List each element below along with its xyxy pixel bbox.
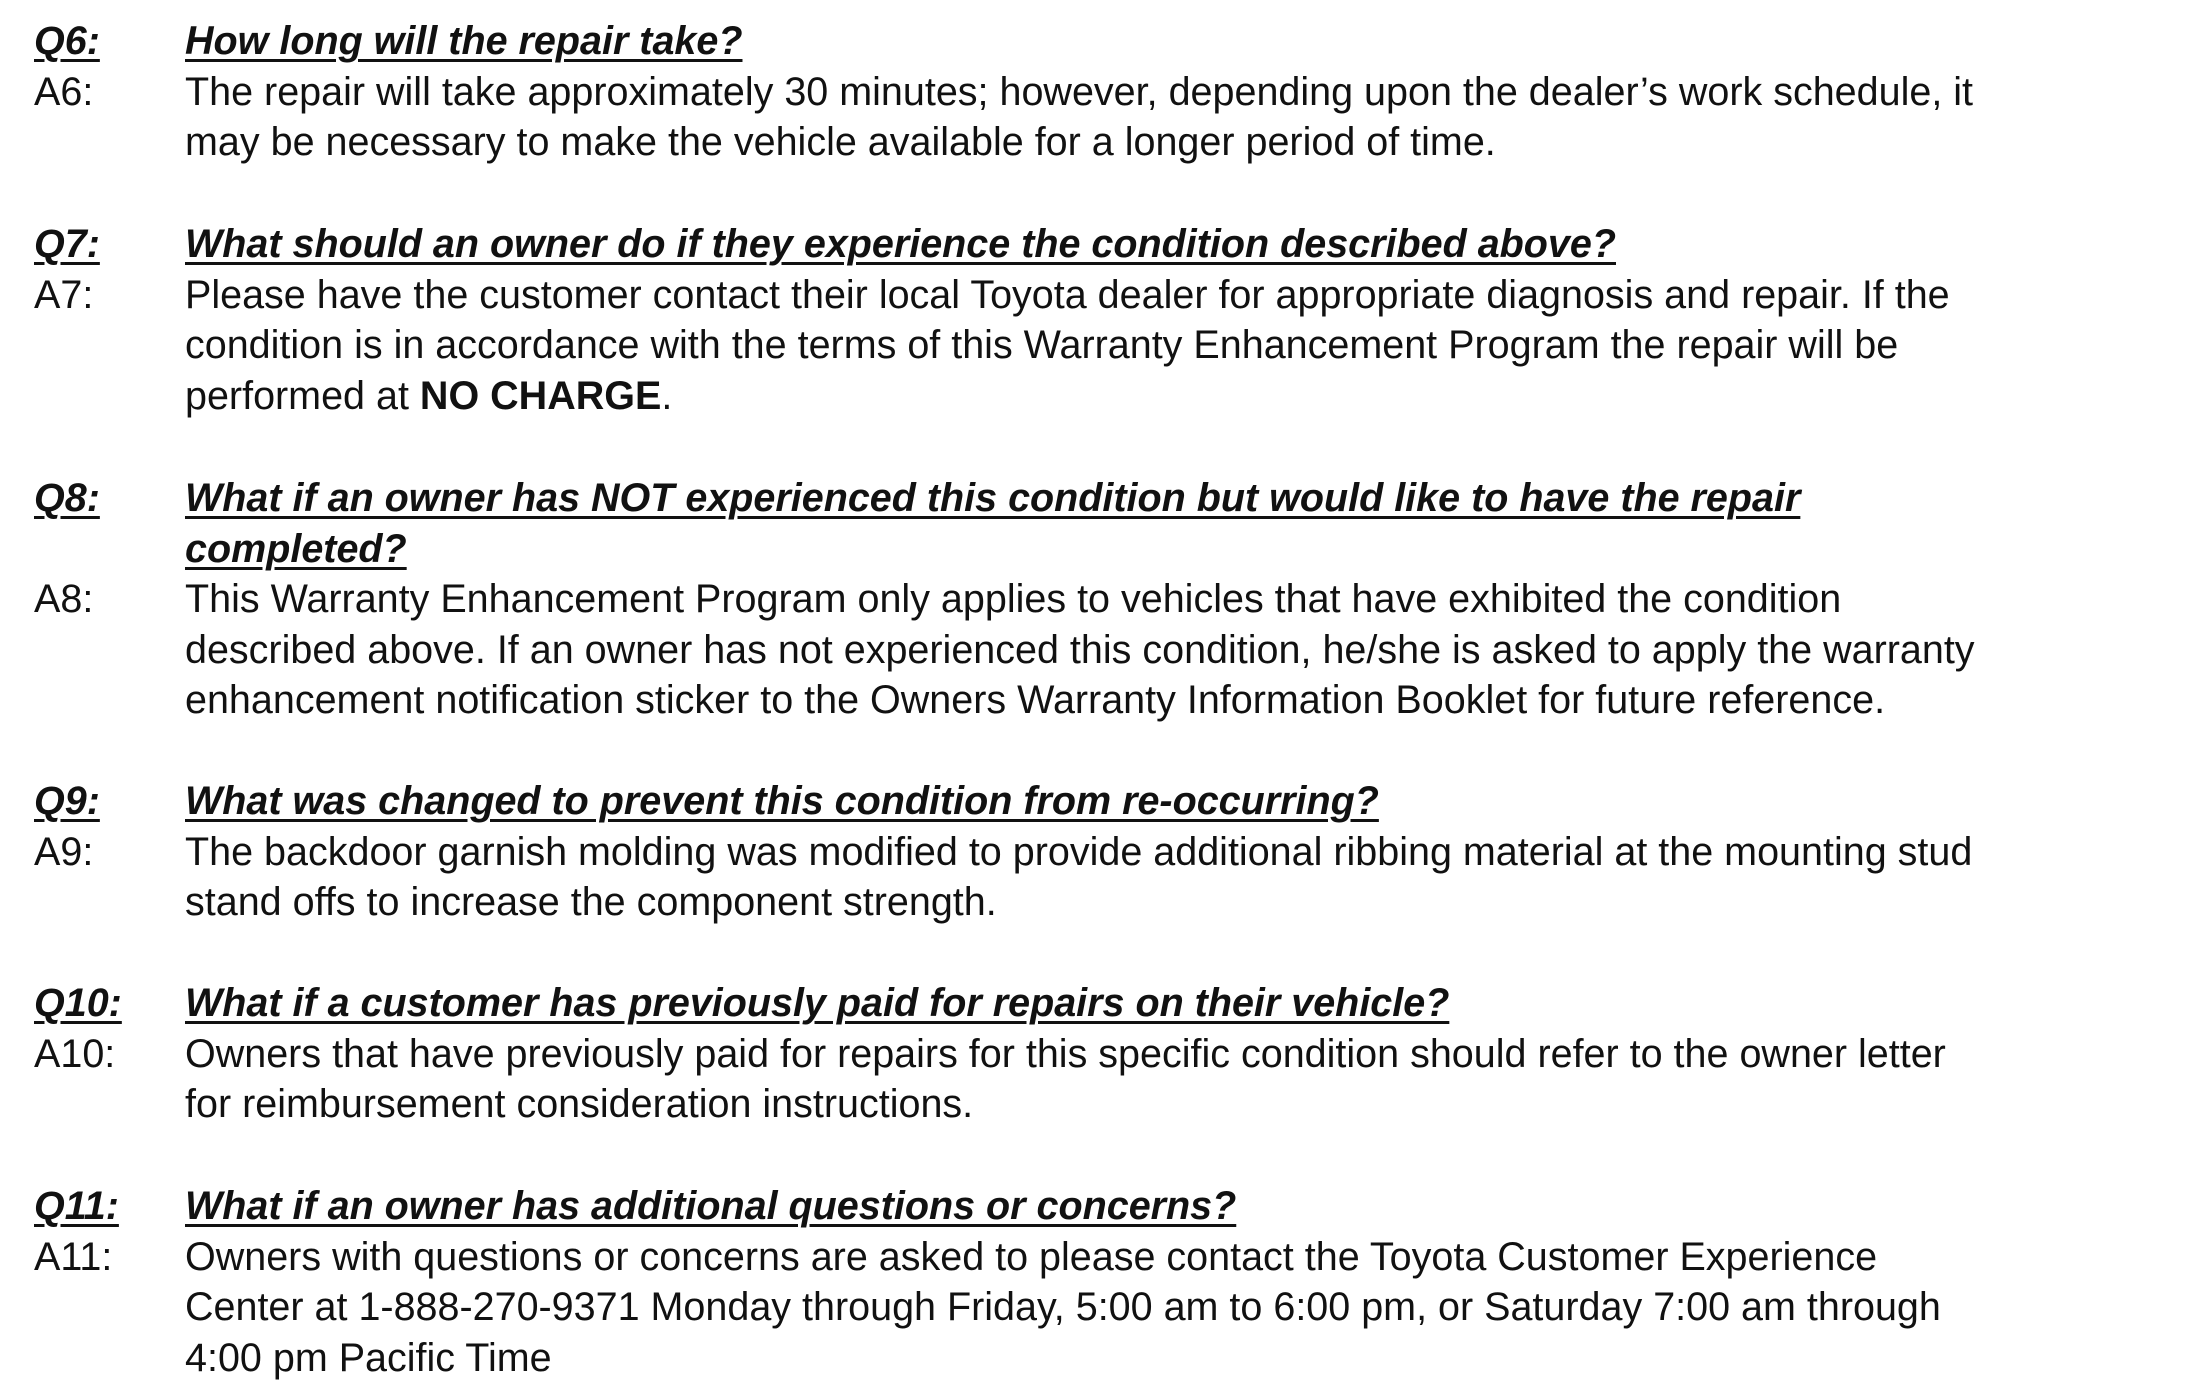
answer-line: for reimbursement consideration instructions. xyxy=(185,1082,974,1126)
answer-text xyxy=(185,1029,2184,1130)
answer-line: condition is in accordance with the terms of this Warranty Enhancement Program the repair will be xyxy=(185,323,1899,367)
answer-line: Please have the customer contact their local Toyota dealer for appropriate diagnosis and repair. If the xyxy=(185,272,1950,317)
question-line: completed? xyxy=(185,526,407,571)
answer-row xyxy=(34,270,2184,422)
question-row xyxy=(34,978,2184,1029)
question-label: Q8: xyxy=(34,476,100,520)
answer-line: described above. If an owner has not experienced this condition, he/she is asked to apply the warranty xyxy=(185,627,1975,672)
question-row xyxy=(34,16,2184,67)
answer-label: A8: xyxy=(34,577,94,621)
question-text: What should an owner do if they experience the condition described above? xyxy=(185,222,1616,266)
answer-label: A11: xyxy=(34,1234,113,1279)
answer-text xyxy=(185,1232,2184,1384)
question-line: What if an owner has NOT experienced this condition but would like to have the repair xyxy=(185,476,1801,520)
question-text: What if an owner has additional questions or concerns? xyxy=(185,1184,1237,1228)
question-text: What if a customer has previously paid for repairs on their vehicle? xyxy=(185,981,1450,1025)
answer-label: A9: xyxy=(34,829,94,874)
answer-line xyxy=(185,371,2184,422)
answer-text-segment: performed at xyxy=(185,373,420,418)
answer-text xyxy=(185,827,2184,928)
question-label: Q11: xyxy=(34,1184,119,1228)
question-text xyxy=(185,473,2055,574)
answer-line: This Warranty Enhancement Program only applies to vehicles that have exhibited the condition xyxy=(185,577,1842,621)
answer-label: A7: xyxy=(34,272,94,317)
answer-row xyxy=(34,827,2184,928)
answer-row xyxy=(34,574,2184,726)
answer-text xyxy=(185,574,2184,726)
answer-row xyxy=(34,1029,2184,1130)
answer-line: Owners that have previously paid for repairs for this specific condition should refer to the owner letter xyxy=(185,1031,1946,1076)
answer-text xyxy=(185,67,2184,168)
answer-text-segment: . xyxy=(661,373,673,418)
qa-item-q6 xyxy=(34,16,2184,168)
qa-item-q9 xyxy=(34,776,2184,928)
answer-label: A6: xyxy=(34,69,94,114)
answer-label: A10: xyxy=(34,1031,116,1076)
question-text: What was changed to prevent this condition from re-occurring? xyxy=(185,779,1379,823)
answer-line: The backdoor garnish molding was modified to provide additional ribbing material at the mounting stud xyxy=(185,829,1973,874)
answer-line: stand offs to increase the component strength. xyxy=(185,880,997,924)
question-row xyxy=(34,219,2184,270)
answer-row xyxy=(34,67,2184,168)
no-charge-emphasis: NO CHARGE xyxy=(419,373,662,418)
question-text: How long will the repair take? xyxy=(185,19,743,63)
answer-line: 4:00 pm Pacific Time xyxy=(185,1335,552,1380)
question-row xyxy=(34,776,2184,827)
question-row xyxy=(34,1181,2184,1232)
qa-item-q7 xyxy=(34,219,2184,421)
answer-line: enhancement notification sticker to the Owners Warranty Information Booklet for future reference. xyxy=(185,678,1886,722)
question-label: Q10: xyxy=(34,981,122,1025)
question-label: Q6: xyxy=(34,19,100,63)
question-label: Q7: xyxy=(34,222,100,266)
answer-line: The repair will take approximately 30 minutes; however, depending upon the dealer’s work schedule, it xyxy=(185,69,1974,114)
qa-item-q8 xyxy=(34,473,2184,726)
question-row xyxy=(34,473,2184,574)
answer-row xyxy=(34,1232,2184,1384)
qa-item-q11 xyxy=(34,1181,2184,1383)
qa-item-q10 xyxy=(34,978,2184,1130)
answer-text xyxy=(185,270,2184,422)
answer-line: Center at 1-888-270-9371 Monday through Friday, 5:00 am to 6:00 pm, or Saturday 7:00 am through xyxy=(185,1285,1941,1329)
question-label: Q9: xyxy=(34,779,100,823)
answer-line: Owners with questions or concerns are asked to please contact the Toyota Customer Experience xyxy=(185,1234,1878,1279)
answer-line: may be necessary to make the vehicle available for a longer period of time. xyxy=(185,120,1496,164)
